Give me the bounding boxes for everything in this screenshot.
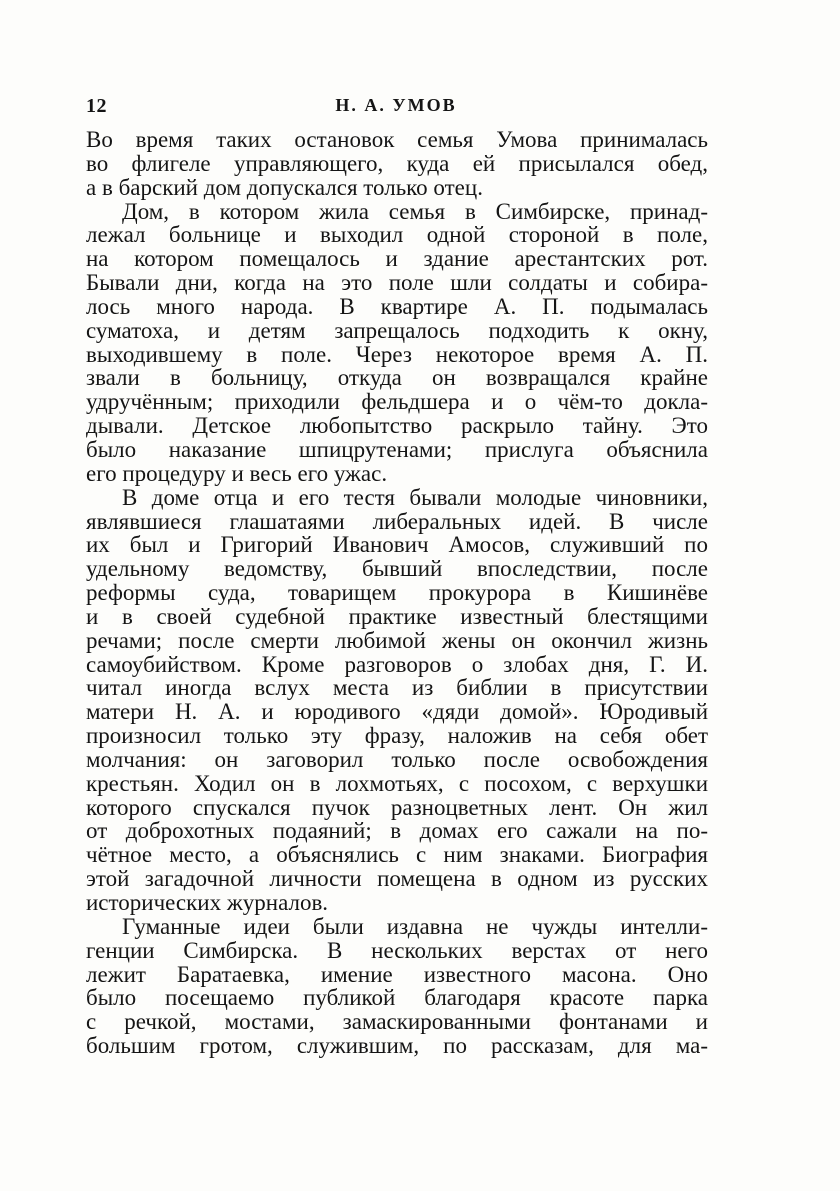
text-line: исторических журналов. [86, 890, 329, 915]
text-line: дывали. Детское любопытство раскрыло тайну. Это [86, 413, 708, 439]
text-line: выходившему в поле. Через некоторое время А. П. [86, 341, 708, 367]
text-line: крестьян. Ходил он в лохмотьях, с посохом, с верхушки [86, 770, 708, 796]
text-line: было посещаемо публикой благодаря красоте парка [86, 985, 708, 1011]
text-line: его процедуру и весь его ужас. [86, 460, 388, 486]
paragraph [86, 128, 708, 200]
text-line: самоубийством. Кроме разговоров о злобах дня, Г. И. [86, 651, 708, 677]
text-line: чётное место, а объяснялись с ним знаками. Биография [86, 842, 708, 868]
text-line: суматоха, и детям запрещалось подходить к окну, [86, 317, 708, 343]
body-text [86, 128, 708, 1058]
text-line: реформы суда, товарищем прокурора в Кишинёве [86, 580, 708, 606]
text-line: которого спускался пучок разноцветных лент. Он жил [86, 794, 708, 820]
text-line: от доброхотных подаяний; в домах его сажали на по- [86, 818, 708, 844]
text-line: во флигеле управляющего, куда ей присылался обед, [86, 150, 708, 176]
paragraph [86, 200, 708, 486]
text-line: молчания: он заговорил только после освобождения [86, 746, 708, 772]
text-line: матери Н. А. и юродивого «дяди домой». Юродивый [86, 699, 708, 725]
text-line: и в своей судебной практике известный блестящими [86, 603, 708, 629]
text-line: их был и Григорий Иванович Амосов, служивший по [86, 532, 708, 558]
text-line: лежал больнице и выходил одной стороной в поле, [86, 222, 708, 248]
text-line: звали в больницу, откуда он возвращался крайне [86, 365, 708, 391]
text-line: В доме отца и его тестя бывали молодые чиновники, [122, 484, 708, 510]
text-line: речами; после смерти любимой жены он окончил жизнь [86, 627, 708, 653]
text-line: удельному ведомству, бывший впоследствии, после [86, 556, 708, 582]
running-title: Н. А. УМОВ [335, 95, 457, 115]
text-line: этой загадочной личности помещена в одном из русских [86, 866, 708, 892]
paragraph [86, 915, 708, 1058]
text-line: удручённым; приходили фельдшера и о чём-то доклa- [86, 389, 708, 415]
text-line: читал иногда вслух места из библии в присутствии [86, 675, 708, 701]
text-line: Бывали дни, когда на это поле шли солдаты и собира- [86, 270, 708, 296]
text-line: Во время таких остановок семья Умова принималась [86, 127, 708, 152]
page-header [86, 95, 706, 123]
text-line: а в барский дом допускался только отец. [86, 174, 483, 200]
text-line: генции Симбирска. В нескольких верстах от него [86, 937, 708, 963]
text-line: Дом, в котором жила семья в Симбирске, принад- [122, 198, 708, 224]
text-line: произносил только эту фразу, наложив на себя обет [86, 723, 708, 749]
text-line: на котором помещалось и здание арестантских рот. [86, 246, 708, 272]
text-line: лежит Баратаевка, имение известного масона. Оно [86, 961, 708, 987]
text-line: являвшиеся глашатаями либеральных идей. В числе [86, 508, 708, 534]
text-line: Гуманные идеи были издавна не чужды интелли- [122, 913, 708, 939]
paragraph [86, 486, 708, 915]
page-number: 12 [86, 95, 107, 117]
text-line: лось много народа. В квартире А. П. подымалась [86, 293, 708, 319]
text-line: большим гротом, служившим, по рассказам, для ма- [86, 1033, 708, 1059]
text-line: с речкой, мостами, замаскированными фонтанами и [86, 1009, 708, 1035]
text-line: было наказание шпицрутенами; прислуга объяснила [86, 436, 708, 462]
